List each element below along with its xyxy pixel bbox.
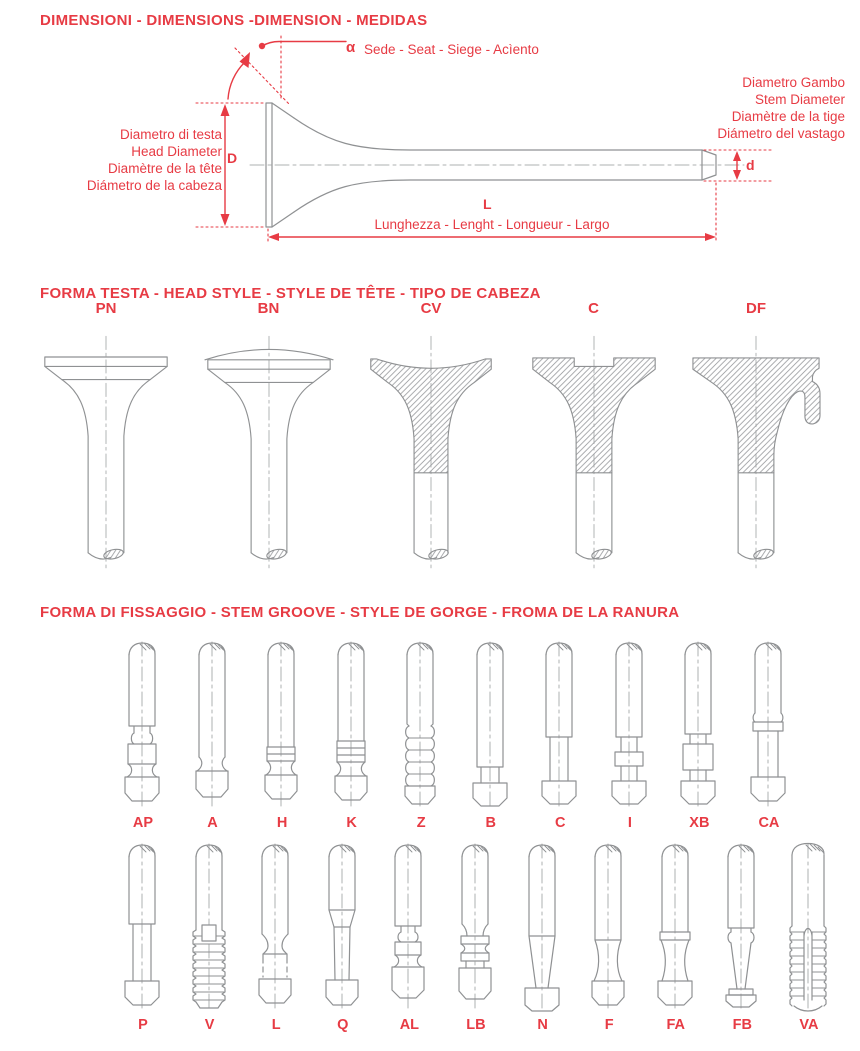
stem-groove-label: F xyxy=(604,1017,614,1033)
stem-groove-drawing-a xyxy=(182,640,244,812)
stem-groove-figure-z xyxy=(390,640,452,831)
stem-groove-drawing-k xyxy=(321,640,383,812)
stem-groove-label: FB xyxy=(732,1017,753,1033)
stem-groove-drawing-v xyxy=(179,842,241,1014)
stem-groove-figure-v xyxy=(179,842,241,1033)
stem-groove-drawing-q xyxy=(312,842,374,1014)
head-style-label: CV xyxy=(420,300,442,317)
stem-groove-label: A xyxy=(207,815,218,831)
stem-groove-drawing-b xyxy=(460,640,522,812)
stem-groove-label: K xyxy=(346,815,357,831)
stem-groove-figure-k xyxy=(321,640,383,831)
stem-groove-label: LB xyxy=(466,1017,486,1033)
head-diameter-symbol: D xyxy=(227,150,238,166)
stem-groove-drawing-l xyxy=(245,842,307,1014)
stem-groove-figure-a xyxy=(182,640,244,831)
stem-groove-drawing-fb xyxy=(711,842,773,1014)
stem-grooves-row-2 xyxy=(112,842,840,1033)
stem-groove-figure-lb xyxy=(445,842,507,1033)
stem-groove-drawing-lb xyxy=(445,842,507,1014)
stem-groove-drawing-ca xyxy=(738,640,800,812)
stem-groove-figure-f xyxy=(578,842,640,1033)
stem-groove-figure-b xyxy=(460,640,522,831)
head-style-figure-c xyxy=(514,300,674,578)
length-symbol: L xyxy=(483,196,492,212)
stem-groove-label: CA xyxy=(758,815,780,831)
stem-groove-drawing-i xyxy=(599,640,661,812)
stem-groove-drawing-p xyxy=(112,842,174,1014)
stem-groove-figure-va xyxy=(778,842,840,1033)
stem-groove-figure-l xyxy=(245,842,307,1033)
stem-groove-drawing-al xyxy=(378,842,440,1014)
head-style-label: C xyxy=(588,300,599,317)
stem-groove-figure-q xyxy=(312,842,374,1033)
stem-grooves-row-1 xyxy=(112,640,800,831)
head-style-figure-pn xyxy=(26,300,186,578)
stem-groove-label: C xyxy=(555,815,566,831)
stem-groove-figure-c xyxy=(529,640,591,831)
head-styles-row xyxy=(26,300,836,578)
stem-groove-label: P xyxy=(138,1017,148,1033)
head-style-drawing-pn xyxy=(26,328,186,578)
stem-diameter-label: Diametro Gambo Stem Diameter Diamètre de la tige Diámetro del vastago xyxy=(717,75,845,141)
stem-groove-figure-i xyxy=(599,640,661,831)
stem-groove-label: AL xyxy=(399,1017,420,1033)
head-diameter-label: Diametro di testa Head Diameter Diamètre de la tête Diámetro de la cabeza xyxy=(86,127,222,193)
seat-label: Sede - Seat - Siege - Acìento xyxy=(364,42,539,57)
stem-groove-label: FA xyxy=(666,1017,686,1033)
stem-groove-drawing-h xyxy=(251,640,313,812)
stem-groove-label: Q xyxy=(337,1017,349,1033)
length-label: Lunghezza - Lenght - Longueur - Largo xyxy=(374,217,610,232)
stem-groove-label: XB xyxy=(689,815,710,831)
stem-groove-figure-n xyxy=(512,842,574,1033)
seat-angle-symbol: α xyxy=(346,39,356,56)
stem-groove-drawing-f xyxy=(578,842,640,1014)
head-style-drawing-cv xyxy=(351,328,511,578)
stem-groove-figure-h xyxy=(251,640,313,831)
head-style-label: DF xyxy=(746,300,766,317)
stem-groove-label: I xyxy=(627,815,632,831)
head-styles-section-title: FORMA TESTA - HEAD STYLE - STYLE DE TÊTE - TIPO DE CABEZA xyxy=(40,285,541,302)
stem-groove-drawing-fa xyxy=(645,842,707,1014)
stem-groove-drawing-n xyxy=(512,842,574,1014)
stem-groove-figure-al xyxy=(378,842,440,1033)
head-style-figure-bn xyxy=(189,300,349,578)
stem-groove-figure-ca xyxy=(738,640,800,831)
stem-groove-label: L xyxy=(271,1017,281,1033)
head-style-drawing-c xyxy=(514,328,674,578)
head-style-figure-cv xyxy=(351,300,511,578)
stem-groove-label: AP xyxy=(132,815,154,831)
stem-groove-label: N xyxy=(537,1017,548,1033)
stem-groove-figure-ap xyxy=(112,640,174,831)
head-style-drawing-bn xyxy=(189,328,349,578)
head-style-label: PN xyxy=(95,300,117,317)
stem-groove-figure-xb xyxy=(668,640,730,831)
stem-groove-drawing-xb xyxy=(668,640,730,812)
stem-groove-drawing-ap xyxy=(112,640,174,812)
stem-groove-figure-fa xyxy=(645,842,707,1033)
stem-groove-figure-fb xyxy=(711,842,773,1033)
head-style-drawing-df xyxy=(676,328,836,578)
head-style-label: BN xyxy=(257,300,280,317)
stem-groove-label: VA xyxy=(799,1017,819,1033)
dimensions-section-title: DIMENSIONI - DIMENSIONS -DIMENSION - MEDIDAS xyxy=(40,12,428,29)
stem-groove-drawing-va xyxy=(778,842,840,1014)
stem-groove-label: H xyxy=(276,815,288,831)
stem-groove-label: V xyxy=(204,1017,215,1033)
stem-groove-drawing-c xyxy=(529,640,591,812)
stem-diameter-symbol: d xyxy=(746,157,755,173)
stem-grooves-section-title: FORMA DI FISSAGGIO - STEM GROOVE - STYLE DE GORGE - FROMA DE LA RANURA xyxy=(40,604,680,621)
head-style-figure-df xyxy=(676,300,836,578)
stem-groove-label: Z xyxy=(416,815,426,831)
stem-groove-label: B xyxy=(485,815,496,831)
stem-groove-drawing-z xyxy=(390,640,452,812)
stem-groove-figure-p xyxy=(112,842,174,1033)
